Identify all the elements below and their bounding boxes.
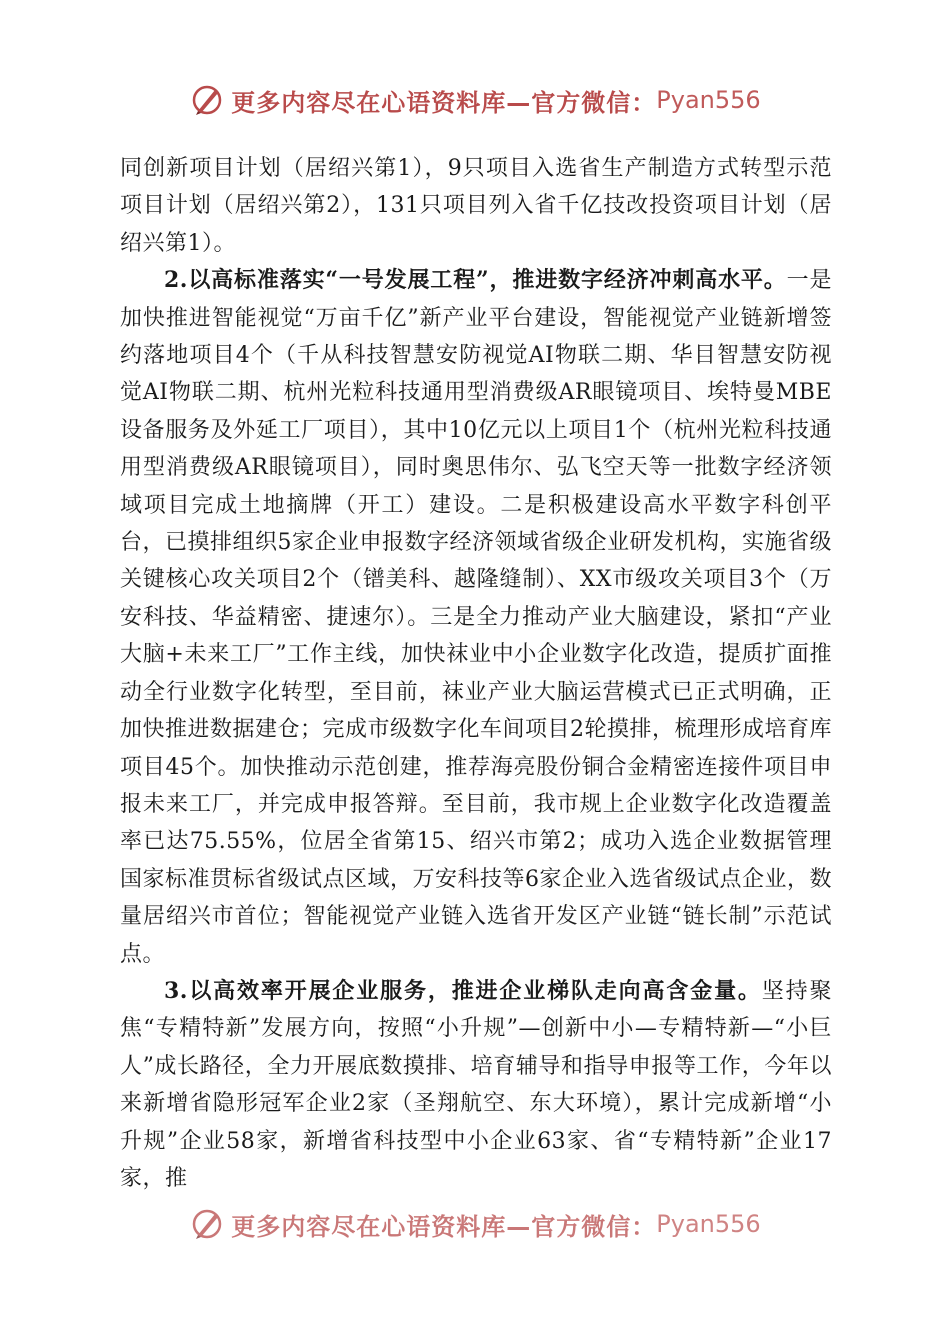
watermark-wechat-id: Pyan556 <box>656 1210 761 1238</box>
paragraph-heading: 3.以高效率开展企业服务，推进企业梯队走向高含金量。 <box>164 977 762 1004</box>
paragraph-digital-economy <box>120 262 832 973</box>
paragraph-body: 同创新项目计划（居绍兴第1），9只项目入选省生产制造方式转型示范项目计划（居绍兴第2），131只项目列入省千亿技改投资项目计划（居绍兴第1）。 <box>120 156 832 256</box>
pen-logo-icon <box>189 82 225 118</box>
paragraph-heading: 2.以高标准落实“一号发展工程”，推进数字经济冲刺高水平。 <box>164 267 787 294</box>
watermark-text: 更多内容尽在心语资料库—官方微信： <box>231 88 657 117</box>
paragraph-body: 一是加快推进智能视觉“万亩千亿”新产业平台建设，智能视觉产业链新增签约落地项目4个（千从科技智慧安防视觉AI物联二期、华目智慧安防视觉AI物联二期、杭州光粒科技通用型消费级AR眼镜项目、埃特曼MBE设备服务及外延工厂项目），其中10亿元以上项目1个（杭州光粒科技通用型消费级AR眼镜项目），同时奥思伟尔、弘飞空天等一批数字经济领域项目完成土地摘牌（开工）建设。二是积极建设高水平数字科创平台，已摸排组织5家企业申报数字经济领域省级企业研发机构，实施省级关键核心攻关项目2个（镨美科、越隆缝制）、XX市级攻关项目3个（万安科技、华益精密、捷速尔）。三是全力推动产业大脑建设，紧扣“产业大脑+未来工厂”工作主线，加快袜业中小企业数字化改造，提质扩面推动全行业数字化转型，至目前，袜业产业大脑运营模式已正式明确，正加快推进数据建仓；完成市级数字化车间项目2轮摸排，梳理形成培育库项目45个。加快推动示范创建，推荐海亮股份铜合金精密连接件项目申报未来工厂，并完成申报答辩。至目前，我市规上企业数字化改造覆盖率已达75.55%，位居全省第15、绍兴市第2；成功入选企业数据管理国家标准贯标省级试点区域，万安科技等6家企业入选省级试点企业，数量居绍兴市首位；智能视觉产业链入选省开发区产业链“链长制”示范试点。 <box>120 268 832 967</box>
watermark-text: 更多内容尽在心语资料库—官方微信： <box>231 1212 657 1241</box>
watermark-header <box>0 80 950 120</box>
document-body <box>120 150 832 1197</box>
paragraph-continuation <box>120 150 832 262</box>
paragraph-enterprise-service <box>120 973 832 1197</box>
watermark-wechat-id: Pyan556 <box>656 86 761 114</box>
watermark-footer <box>0 1204 950 1244</box>
pen-logo-icon <box>189 1206 225 1242</box>
paragraph-body: 坚持聚焦“专精特新”发展方向，按照“小升规”—创新中小—专精特新—“小巨人”成长路径，全力开展底数摸排、培育辅导和指导申报等工作，今年以来新增省隐形冠军企业2家（圣翔航空、东大环境），累计完成新增“小升规”企业58家，新增省科技型中小企业63家、省“专精特新”企业17家，推 <box>120 978 832 1191</box>
